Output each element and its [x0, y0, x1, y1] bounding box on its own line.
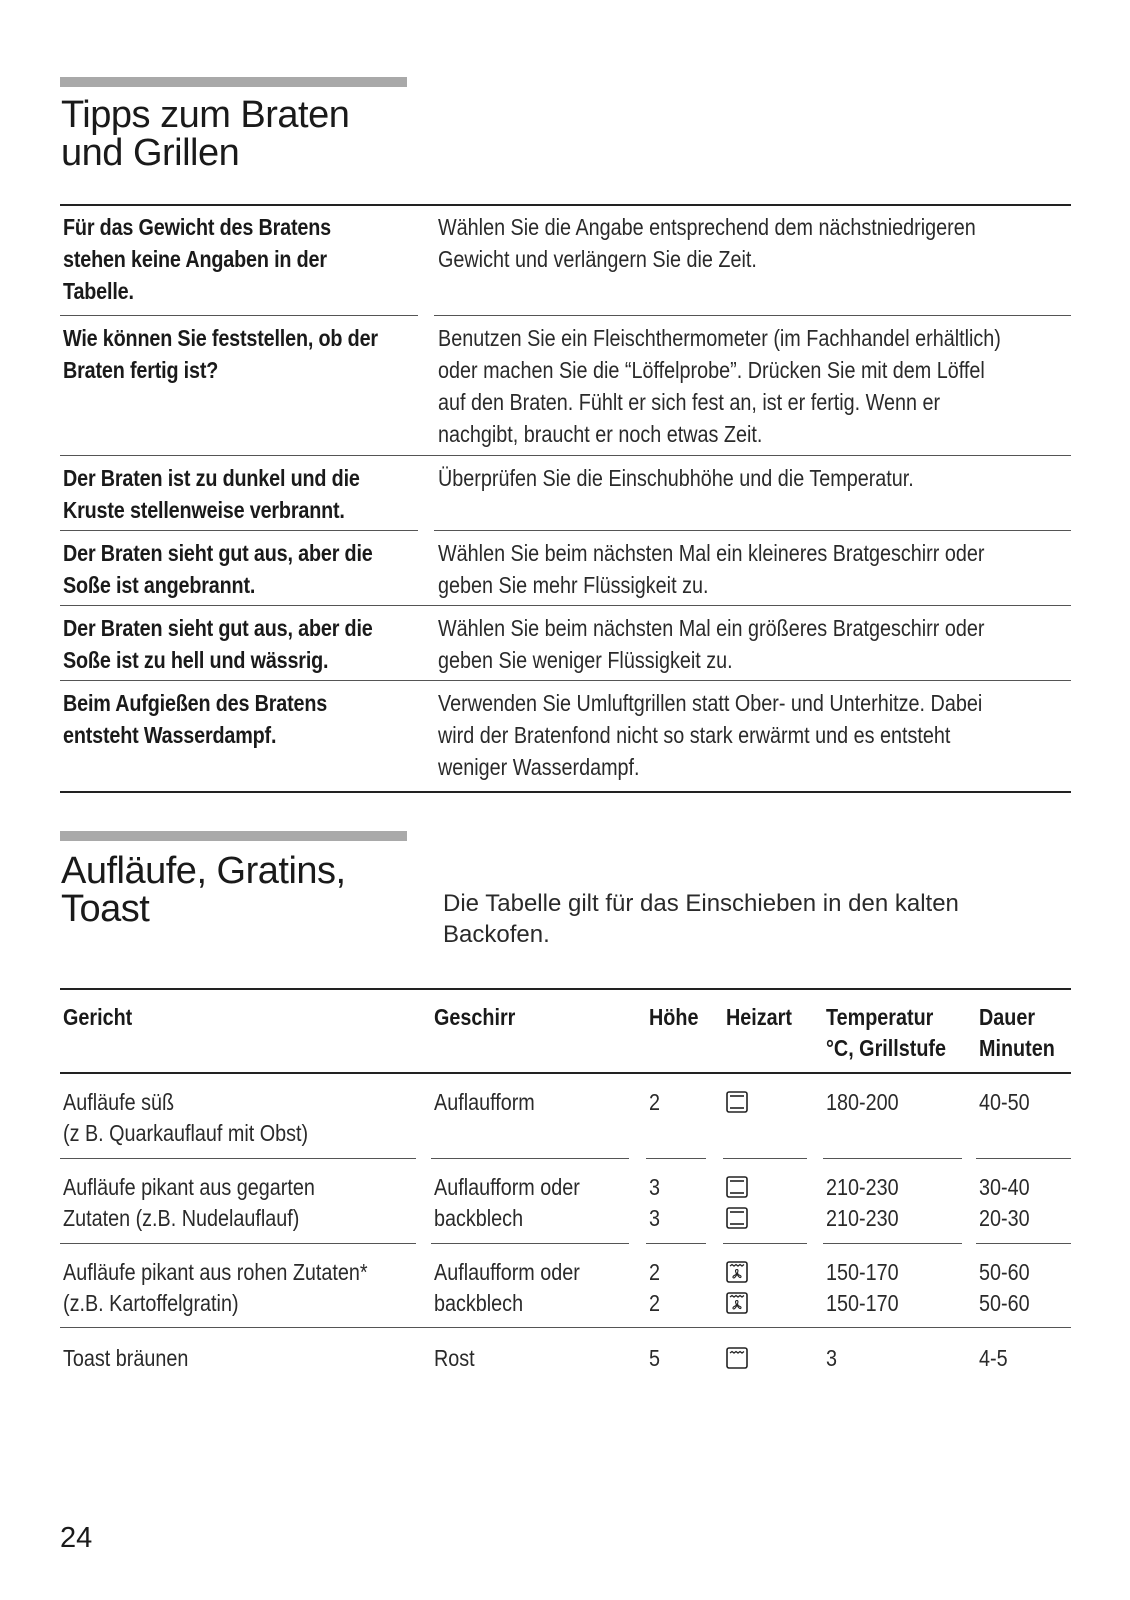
tips-row-divider-left: [60, 315, 418, 316]
top-bottom-heat-icon: [726, 1091, 748, 1113]
tip-question-2: Der Braten ist zu dunkel und die Kruste stellenweise verbrannt.: [63, 465, 360, 523]
col-header-heizart: Heizart: [726, 1004, 792, 1030]
section1-title: [61, 96, 349, 172]
dish-temperatur: 210-230 210-230: [826, 1174, 899, 1231]
dish-gericht: Aufläufe pikant aus rohen Zutaten* (z.B. Kartoffelgratin): [63, 1259, 368, 1316]
dish-gericht: Aufläufe süß (z B. Quarkauflauf mit Obst): [63, 1089, 309, 1146]
tip-answer-5: Verwenden Sie Umluftgrillen statt Ober- und Unterhitze. Dabei wird der Bratenfond nicht so stark erwärmt und es entsteht weniger Wasserdampf.: [438, 690, 983, 780]
section2-accent-bar: [60, 831, 407, 841]
grill-icon: [726, 1347, 748, 1369]
section1-accent-bar: [60, 77, 407, 87]
dish-dauer: 40-50: [979, 1089, 1030, 1115]
tip-question-1: Wie können Sie feststellen, ob der Braten fertig ist?: [63, 325, 378, 383]
dish-table-top-rule: [60, 988, 1071, 990]
dish-row-divider: [976, 1158, 1071, 1159]
tips-table-bottom-rule: [60, 791, 1071, 793]
tip-question-5: Beim Aufgießen des Bratens entsteht Wasserdampf.: [63, 690, 328, 748]
tip-answer-1: Benutzen Sie ein Fleischthermometer (im Fachhandel erhältlich) oder machen Sie die “Löffelprobe”. Drücken Sie mit dem Löffel auf den Braten. Fühlt er sich fest an, ist er fertig. Wenn er nachgibt, braucht er noch etwas Zeit.: [438, 325, 1001, 447]
tip-answer-4: Wählen Sie beim nächsten Mal ein größeres Bratgeschirr oder geben Sie weniger Flüssigkeit zu.: [438, 615, 985, 673]
tip-answer-3: Wählen Sie beim nächsten Mal ein kleineres Bratgeschirr oder geben Sie mehr Flüssigkeit zu.: [438, 540, 985, 598]
dish-dauer: 4-5: [979, 1345, 1008, 1371]
dish-row-divider: [723, 1243, 807, 1244]
dish-dauer: 30-40 20-30: [979, 1174, 1030, 1231]
dish-temperatur: 150-170 150-170: [826, 1259, 899, 1316]
dish-row-divider: [60, 1327, 1071, 1328]
dish-hoehe: 3 3: [649, 1174, 661, 1231]
tips-row-divider: [60, 455, 1071, 456]
dish-row-divider: [60, 1243, 416, 1244]
dish-hoehe: 5: [649, 1345, 661, 1371]
col-header-hoehe: Höhe: [649, 1004, 699, 1030]
section2-title: [61, 852, 346, 928]
dish-dauer: 50-60 50-60: [979, 1259, 1030, 1316]
top-bottom-heat-icon: [726, 1176, 748, 1198]
col-header-geschirr: Geschirr: [434, 1004, 516, 1030]
tip-question-0: Für das Gewicht des Bratens stehen keine Angaben in der Tabelle.: [63, 214, 331, 304]
tips-row-divider: [60, 680, 1071, 681]
dish-row-divider: [723, 1158, 807, 1159]
dish-gericht: Aufläufe pikant aus gegarten Zutaten (z.B. Nudelauflauf): [63, 1174, 315, 1231]
tip-question-4: Der Braten sieht gut aus, aber die Soße ist zu hell und wässrig.: [63, 615, 373, 673]
top-bottom-heat-icon: [726, 1207, 748, 1229]
dish-row-divider: [431, 1243, 629, 1244]
tips-row-divider: [60, 605, 1071, 606]
dish-geschirr: Rost: [434, 1345, 475, 1371]
section1-title-line2: und Grillen: [61, 132, 240, 174]
section2-title-line1: Aufläufe, Gratins,: [61, 850, 346, 892]
circulated-air-grill-icon: [726, 1261, 748, 1283]
col-header-gericht: Gericht: [63, 1004, 133, 1030]
dish-gericht: Toast bräunen: [63, 1345, 189, 1371]
section2-title-line2: Toast: [61, 888, 150, 930]
dish-temperatur: 3: [826, 1345, 838, 1371]
tip-question-3: Der Braten sieht gut aus, aber die Soße ist angebrannt.: [63, 540, 373, 598]
dish-hoehe: 2 2: [649, 1259, 661, 1316]
dish-row-divider: [646, 1158, 706, 1159]
dish-geschirr: Auflaufform oder backblech: [434, 1259, 580, 1316]
section2-intro: Die Tabelle gilt für das Einschieben in den kalten Backofen.: [443, 890, 959, 948]
dish-row-divider: [823, 1243, 962, 1244]
dish-row-divider: [976, 1243, 1071, 1244]
dish-row-divider: [60, 1158, 416, 1159]
page-number: 24: [60, 1522, 93, 1554]
tips-row-divider-right: [434, 315, 1071, 316]
dish-row-divider: [431, 1158, 629, 1159]
dish-geschirr: Auflaufform oder backblech: [434, 1174, 580, 1231]
tips-row-divider-right: [434, 530, 1071, 531]
circulated-air-grill-icon: [726, 1292, 748, 1314]
col-header-temperatur: Temperatur °C, Grillstufe: [826, 1004, 947, 1061]
tips-row-divider-left: [60, 530, 418, 531]
col-header-dauer: Dauer Minuten: [979, 1004, 1055, 1061]
tip-answer-0: Wählen Sie die Angabe entsprechend dem nächstniedrigeren Gewicht und verlängern Sie die Zeit.: [438, 214, 976, 272]
tip-answer-2: Überprüfen Sie die Einschubhöhe und die Temperatur.: [438, 465, 914, 491]
dish-row-divider: [646, 1243, 706, 1244]
dish-temperatur: 180-200: [826, 1089, 899, 1115]
section1-title-line1: Tipps zum Braten: [61, 94, 350, 136]
dish-hoehe: 2: [649, 1089, 661, 1115]
dish-row-divider: [823, 1158, 962, 1159]
tips-table-top-rule: [60, 204, 1071, 206]
dish-geschirr: Auflaufform: [434, 1089, 535, 1115]
dish-table-header-rule: [60, 1072, 1071, 1074]
